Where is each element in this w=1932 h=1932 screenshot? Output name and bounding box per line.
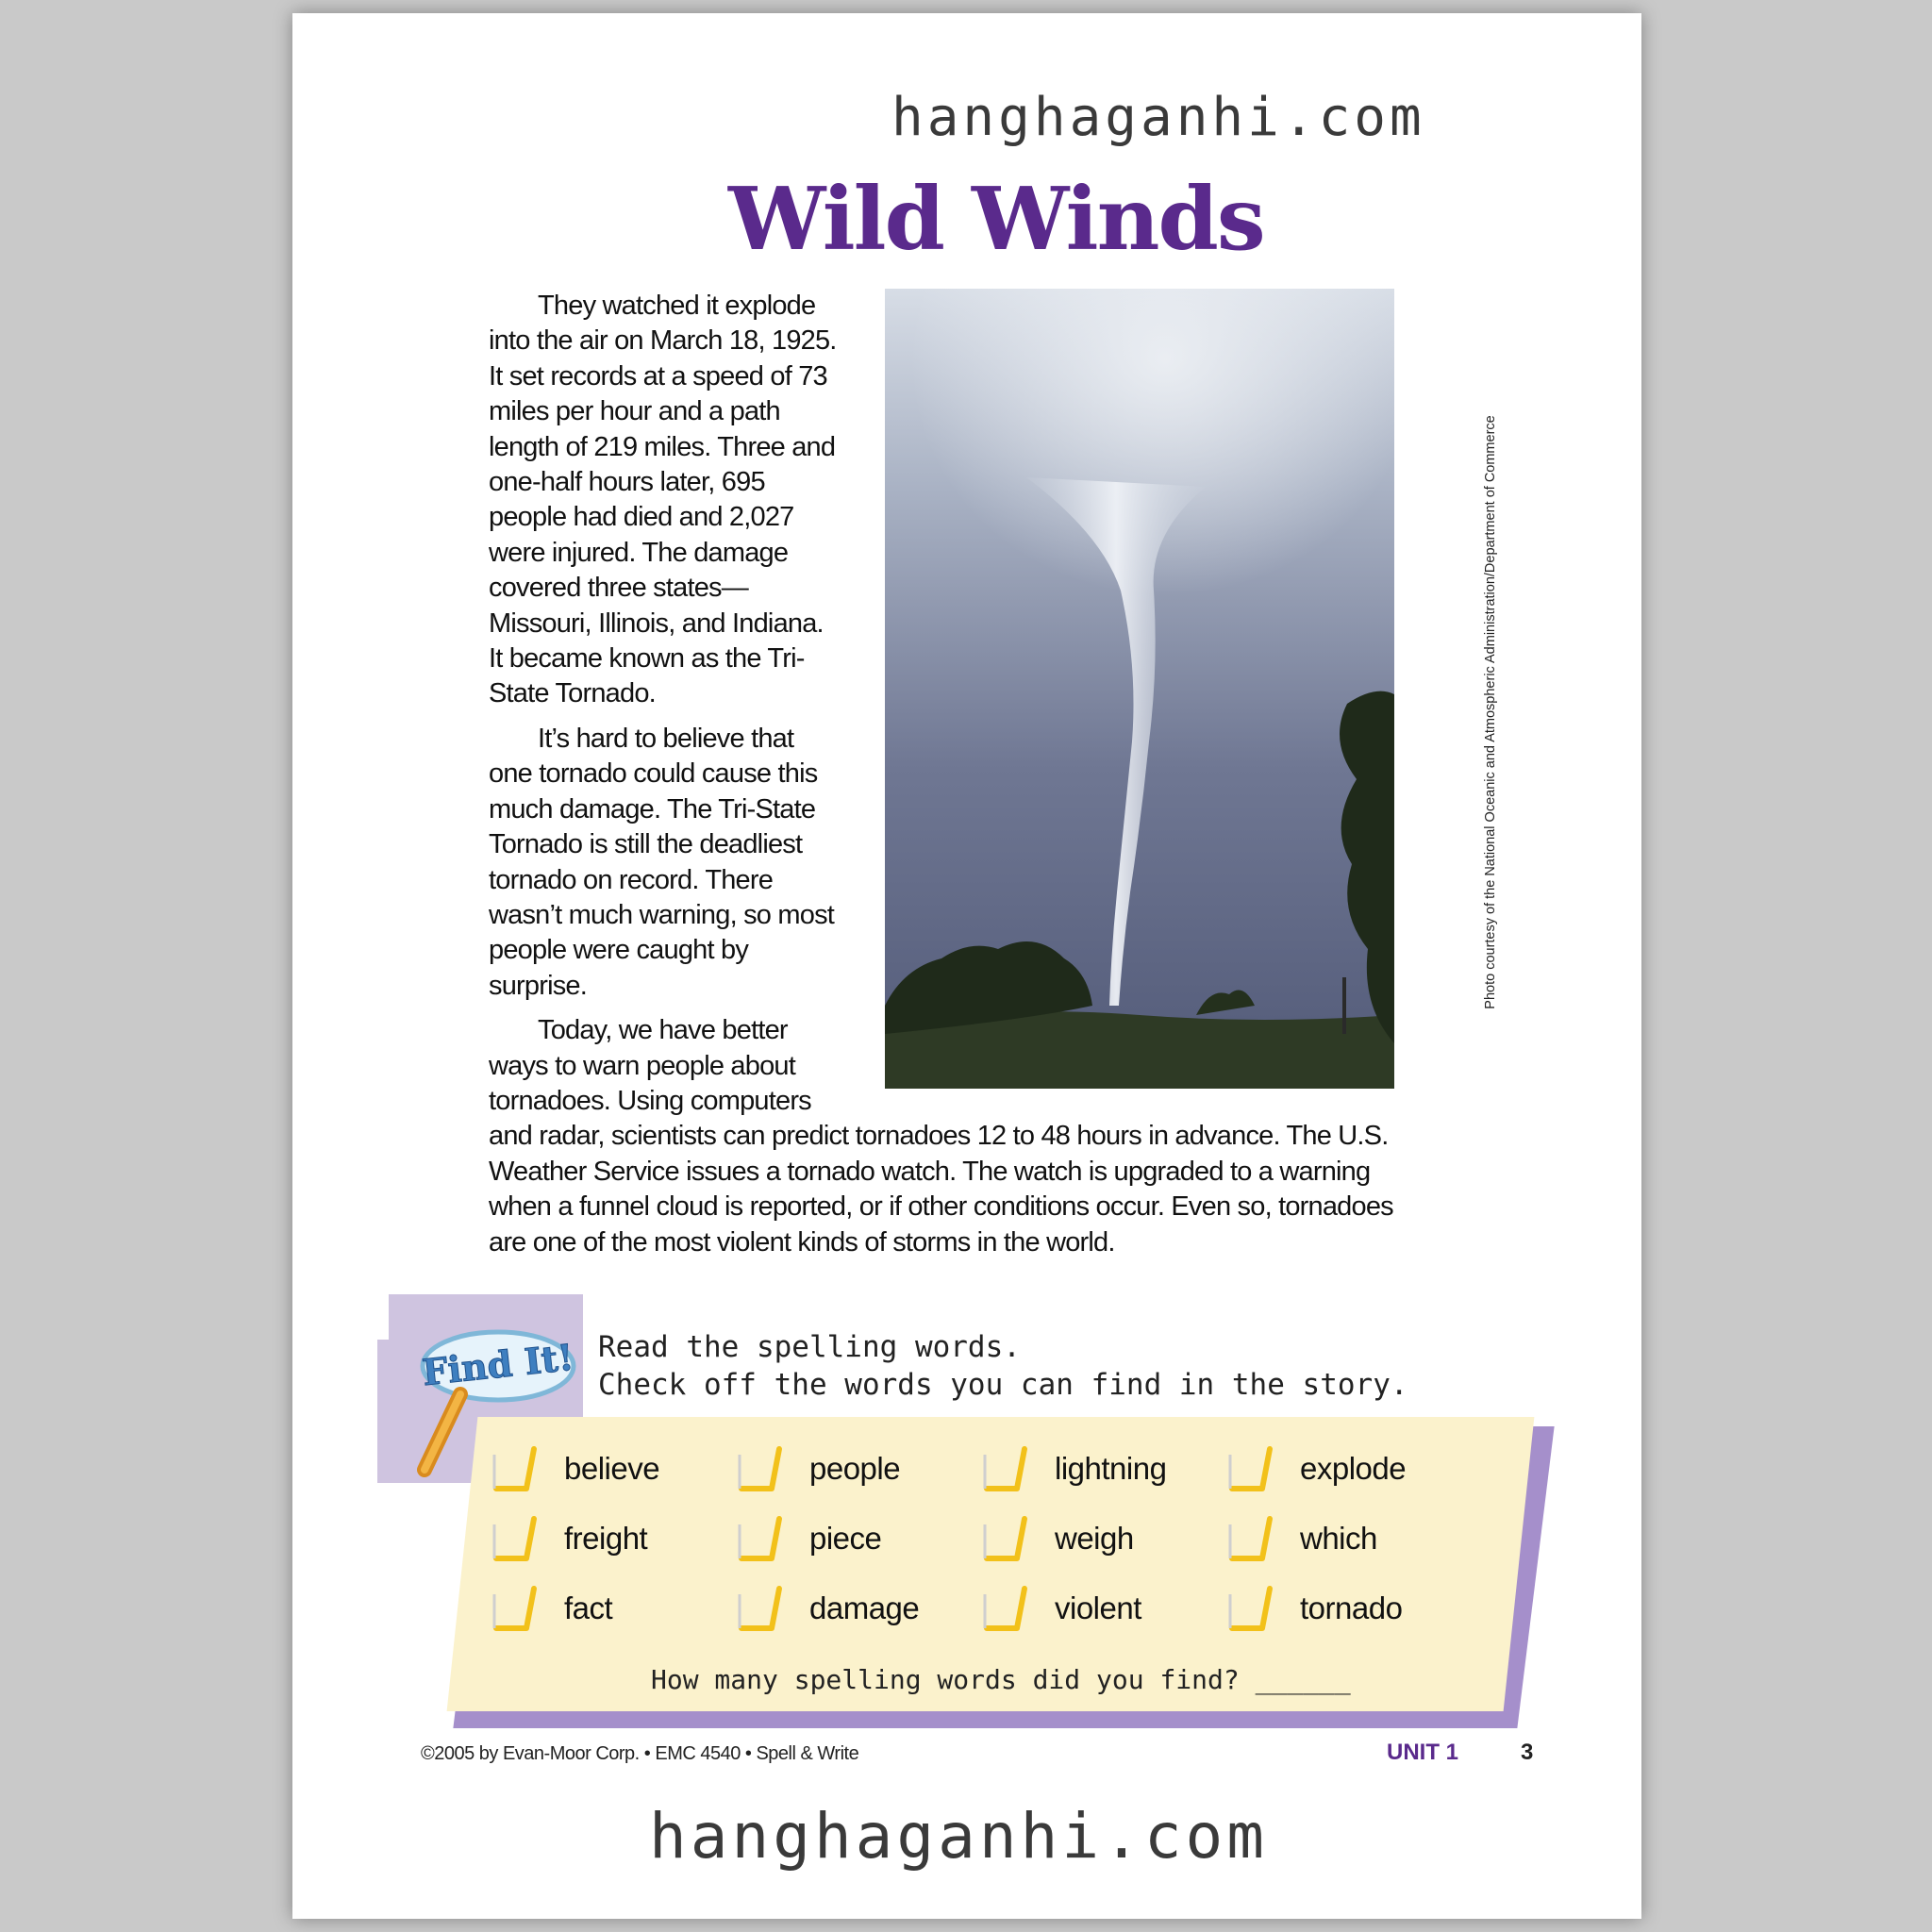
watermark-top: hanghaganhi.com (891, 87, 1425, 148)
tornado-photo (885, 289, 1394, 1089)
photo-credit (1479, 340, 1502, 1085)
word-label: violent (1055, 1591, 1141, 1625)
story-paragraph-1: They watched it explode into the air on March 18, 1925. It set records at a speed of 73 miles per hour and a path length of 219 miles. Three and one-half hours later, 695 people had died and 2,027 were injured. The damage covered three states—Missouri, Illinois, and Indiana. It became known as the Tri-State Tornado. (489, 291, 837, 709)
copyright-footer: ©2005 by Evan-Moor Corp. • EMC 4540 • Spell & Write (421, 1743, 859, 1764)
word-label: which (1300, 1521, 1377, 1556)
story-text (489, 289, 1394, 1270)
spelling-word-list (489, 1441, 1489, 1658)
word-label: weigh (1055, 1521, 1134, 1556)
checkbox-icon[interactable] (489, 1581, 541, 1638)
checkbox-icon[interactable] (979, 1581, 1032, 1638)
word-label: fact (564, 1591, 613, 1625)
checkbox-icon[interactable] (734, 1441, 787, 1498)
checkbox-icon[interactable] (1224, 1581, 1277, 1638)
page-title: Wild Winds (728, 168, 1264, 270)
unit-label: UNIT 1 (1387, 1740, 1459, 1765)
checkbox-icon[interactable] (734, 1581, 787, 1638)
word-label: lightning (1055, 1451, 1167, 1486)
word-label: believe (564, 1451, 660, 1486)
word-label: people (809, 1451, 901, 1486)
instruction-line-1: Read the spelling words. (598, 1330, 1021, 1364)
find-it-instructions (598, 1328, 1408, 1404)
word-count-question[interactable]: How many spelling words did you find? ______ (651, 1664, 1351, 1695)
checkbox-icon[interactable] (489, 1441, 541, 1498)
page-number: 3 (1521, 1740, 1534, 1765)
word-label: damage (809, 1591, 920, 1625)
word-label: tornado (1300, 1591, 1403, 1625)
story-paragraph-2: It’s hard to believe that one tornado could cause this much damage. The Tri-State Tornado is still the deadliest tornado on record. There wasn’t much warning, so most people were caught by surprise. (489, 723, 835, 1001)
photo-credit-text: Photo courtesy of the National Oceanic and Atmospheric Administration/Department of Commerce (1483, 415, 1498, 1009)
word-label: freight (564, 1521, 648, 1556)
watermark-bottom: hanghaganhi.com (649, 1800, 1269, 1873)
checkbox-icon[interactable] (734, 1511, 787, 1568)
instruction-line-2: Check off the words you can find in the story. (598, 1368, 1408, 1402)
word-label: explode (1300, 1451, 1407, 1486)
story-paragraph-3: Today, we have better ways to warn people about tornadoes. Using computers and radar, scientists can predict tornadoes 12 to 48 hours in advance. The U.S. Weather Service issues a tornado watch. The watch is upgraded to a warning when a funnel cloud is reported, or if other conditions occur. Even so, tornadoes are one of the most violent kinds of storms in the world. (489, 1015, 1393, 1257)
find-it-label: Find It! (420, 1335, 576, 1394)
word-label: piece (809, 1521, 882, 1556)
checkbox-icon[interactable] (1224, 1441, 1277, 1498)
checkbox-icon[interactable] (979, 1511, 1032, 1568)
checkbox-icon[interactable] (979, 1441, 1032, 1498)
checkbox-icon[interactable] (1224, 1511, 1277, 1568)
checkbox-icon[interactable] (489, 1511, 541, 1568)
